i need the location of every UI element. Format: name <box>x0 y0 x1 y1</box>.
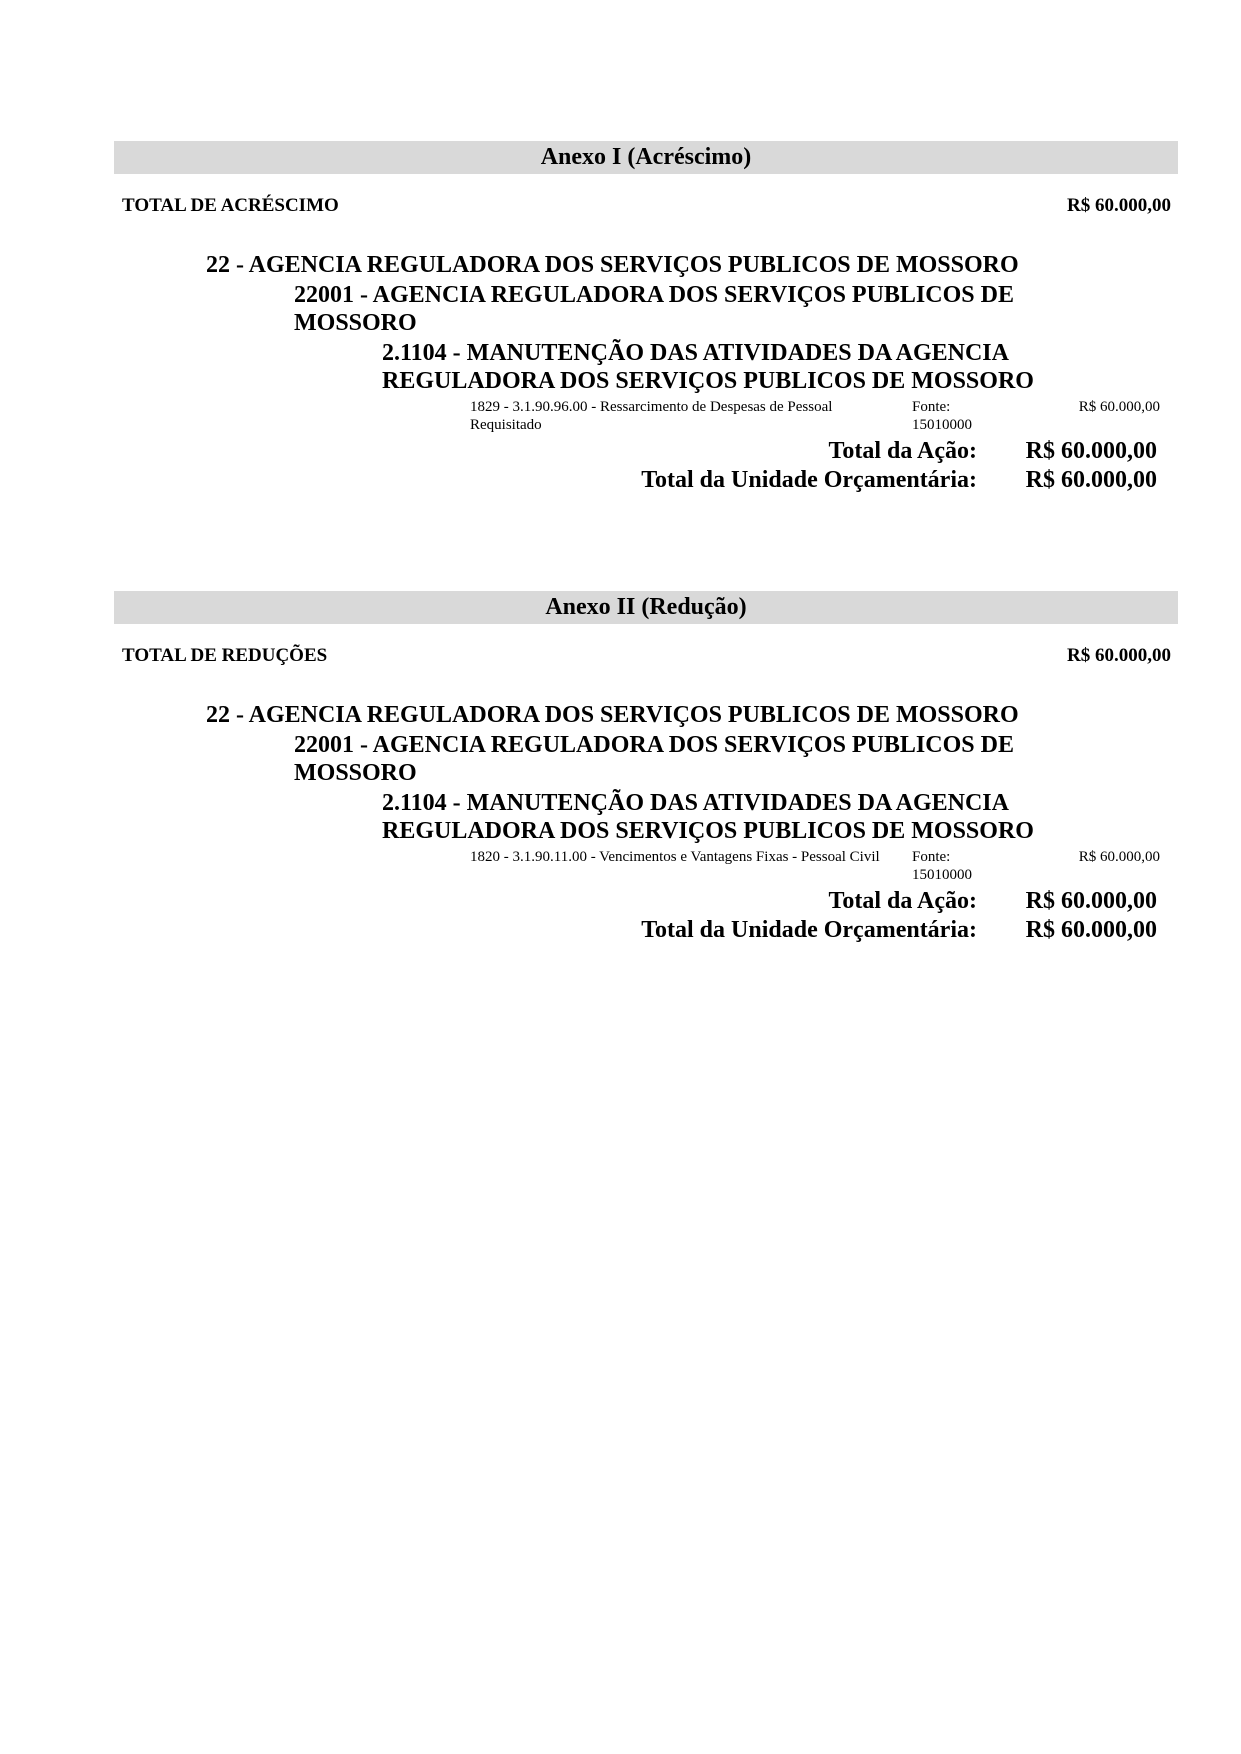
expense-item-source: Fonte: 15010000 <box>912 849 972 883</box>
unit-total-label: Total da Unidade Orçamentária: <box>641 917 977 943</box>
annex-title: Anexo II (Redução) <box>114 591 1178 624</box>
budget-unit-heading: 22001 - AGENCIA REGULADORA DOS SERVIÇOS PUBLICOS DE MOSSORO <box>294 732 1014 786</box>
unit-total-label: Total da Unidade Orçamentária: <box>641 467 977 493</box>
action-total-value: R$ 60.000,00 <box>1025 438 1157 464</box>
action-total-label: Total da Ação: <box>828 888 977 914</box>
annex-total-label: TOTAL DE ACRÉSCIMO <box>122 195 339 216</box>
action-heading: 2.1104 - MANUTENÇÃO DAS ATIVIDADES DA AGENCIA REGULADORA DOS SERVIÇOS PUBLICOS DE MOSSORO <box>382 790 1034 844</box>
action-total-label: Total da Ação: <box>828 438 977 464</box>
annex-total-value: R$ 60.000,00 <box>1067 645 1171 666</box>
expense-item-amount: R$ 60.000,00 <box>1078 399 1160 415</box>
budget-unit-heading: 22001 - AGENCIA REGULADORA DOS SERVIÇOS PUBLICOS DE MOSSORO <box>294 282 1014 336</box>
annex-title: Anexo I (Acréscimo) <box>114 141 1178 174</box>
expense-item-description: 1820 - 3.1.90.11.00 - Vencimentos e Vantagens Fixas - Pessoal Civil <box>470 849 880 865</box>
annex-total-value: R$ 60.000,00 <box>1067 195 1171 216</box>
organization-heading: 22 - AGENCIA REGULADORA DOS SERVIÇOS PUBLICOS DE MOSSORO <box>206 702 1019 728</box>
unit-total-value: R$ 60.000,00 <box>1025 917 1157 943</box>
action-heading: 2.1104 - MANUTENÇÃO DAS ATIVIDADES DA AGENCIA REGULADORA DOS SERVIÇOS PUBLICOS DE MOSSORO <box>382 340 1034 394</box>
action-total-value: R$ 60.000,00 <box>1025 888 1157 914</box>
expense-item-source: Fonte: 15010000 <box>912 399 972 433</box>
annex-total-label: TOTAL DE REDUÇÕES <box>122 645 328 666</box>
organization-heading: 22 - AGENCIA REGULADORA DOS SERVIÇOS PUBLICOS DE MOSSORO <box>206 252 1019 278</box>
expense-item-description: 1829 - 3.1.90.96.00 - Ressarcimento de Despesas de Pessoal Requisitado <box>470 399 833 433</box>
expense-item-amount: R$ 60.000,00 <box>1078 849 1160 865</box>
unit-total-value: R$ 60.000,00 <box>1025 467 1157 493</box>
